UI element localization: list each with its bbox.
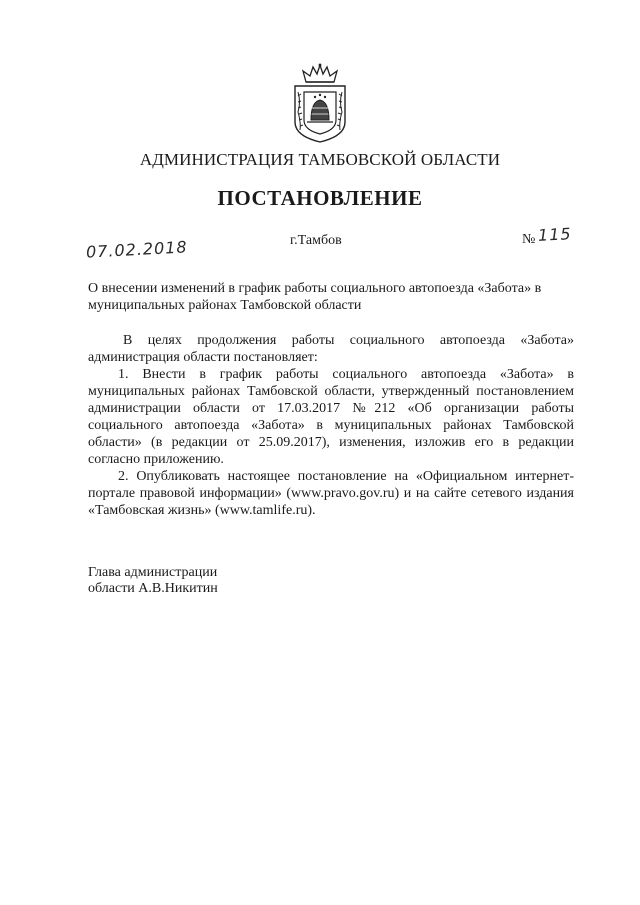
signature-title: Глава администрации [88,565,218,580]
body-intro: В целях продолжения работы социального автопоезда «Забота» администрация области постановляет: [88,333,574,365]
signature-block [88,565,388,597]
tambov-coat-of-arms-icon [289,62,351,144]
organization-title: АДМИНИСТРАЦИЯ ТАМБОВСКОЙ ОБЛАСТИ [139,150,501,169]
document-number-label: № [522,232,536,247]
document-type-title: ПОСТАНОВЛЕНИЕ [217,186,423,210]
body-item-2: 2. Опубликовать настоящее постановление на «Официальном интернет-портале правовой информации» (www.pravo.gov.ru) и на сайте сетевого издания «Тамбовская жизнь» (www.tamlife.ru). [88,469,574,518]
document-number: 115 [537,224,573,245]
body-item-1: 1. Внести в график работы социального автопоезда «Забота» в муниципальных районах Тамбовской области, утвержденный постановлением администрации области от 17.03.2017 №212 «Об организации работы социального автопоезда «Забота» в муниципальных районах Тамбовской области» (в редакции от 25.09.2017), изменения, изложив его в редакции согласно приложению. [88,367,574,467]
document-subject: О внесении изменений в график работы социального автопоезда «Забота» в муниципальных районах Тамбовской области [88,281,542,313]
document-city: г.Тамбов [290,233,342,248]
signature-name: области А.В.Никитин [88,581,218,596]
document-body [88,332,574,519]
document-date: 07.02.2018 [85,237,189,262]
